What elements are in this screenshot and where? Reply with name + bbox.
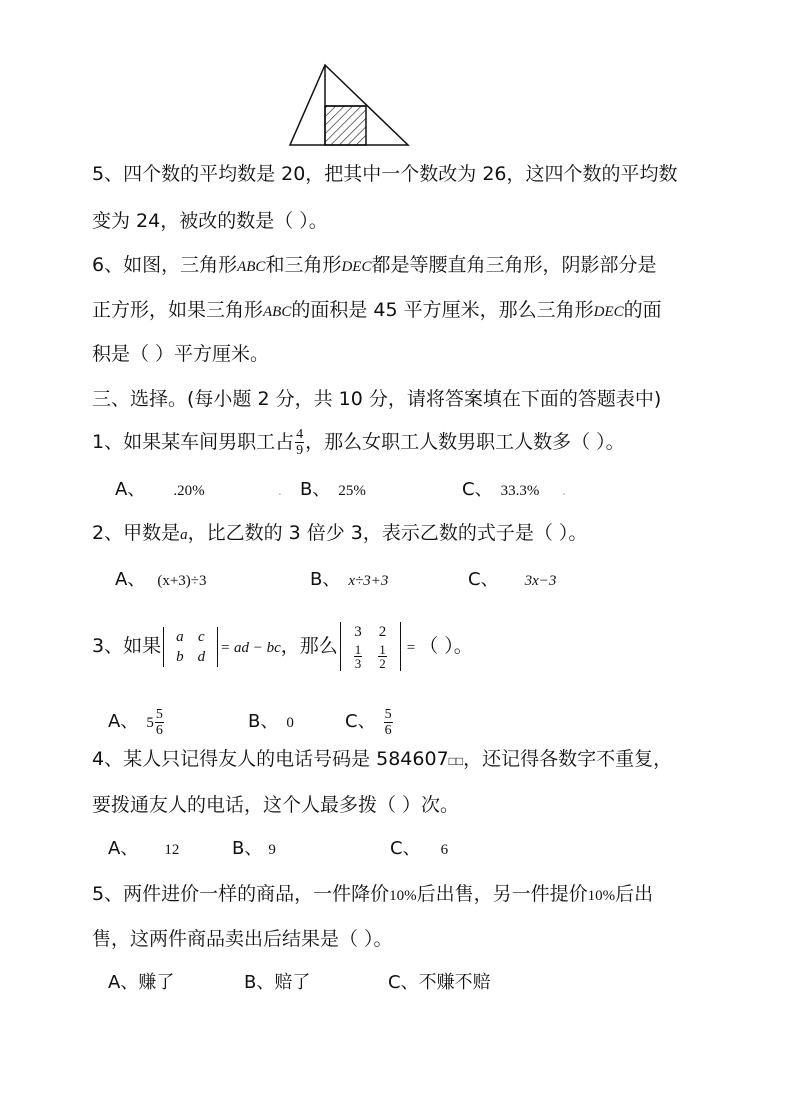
option-value: 3x−3 bbox=[524, 573, 557, 589]
c5-text: 后出 bbox=[615, 883, 654, 905]
matrix-cell: b bbox=[176, 648, 184, 665]
c1-option-a[interactable] bbox=[115, 478, 205, 503]
label-dec: DEC bbox=[593, 304, 624, 320]
c3-option-c[interactable] bbox=[345, 700, 394, 744]
c3-text: 3、如果 bbox=[92, 635, 162, 657]
c5-line2: 售，这两件商品卖出后结果是（ ）。 bbox=[92, 928, 393, 950]
label-dec: DEC bbox=[341, 259, 372, 275]
matrix-cell: 3 bbox=[354, 624, 362, 640]
option-value: x÷3+3 bbox=[348, 573, 389, 589]
option-label: A、 bbox=[115, 479, 146, 500]
option-value: 25% bbox=[338, 483, 366, 499]
c4-line2: 要拨通友人的电话，这个人最多拨（ ）次。 bbox=[92, 794, 460, 816]
q6-line1 bbox=[92, 253, 656, 279]
det-definition: = ad − bc bbox=[220, 640, 281, 656]
c1-option-c[interactable] bbox=[462, 478, 539, 503]
fraction-4-9 bbox=[295, 427, 304, 458]
stray-dot: . bbox=[562, 484, 566, 498]
option-value: 12 bbox=[164, 842, 180, 858]
option-label: B、 bbox=[300, 479, 331, 500]
q5-line1: 5、四个数的平均数是 20，把其中一个数改为 26，这四个数的平均数 bbox=[92, 163, 678, 185]
c1-option-b[interactable] bbox=[300, 478, 366, 503]
frac-numerator: 4 bbox=[296, 427, 304, 442]
option-label: C、 bbox=[468, 569, 499, 590]
q6-text: 和三角形 bbox=[265, 254, 342, 276]
c5-option-b[interactable]: B、赔了 bbox=[244, 972, 311, 993]
option-label: B、 bbox=[232, 838, 263, 859]
option-label: A、 bbox=[115, 569, 146, 590]
c5-text: 后出售，另一件提价 bbox=[416, 883, 588, 905]
c2-option-b[interactable] bbox=[310, 568, 388, 593]
option-label: C、 bbox=[345, 711, 376, 732]
option-value: .20% bbox=[173, 483, 205, 499]
c2-option-c[interactable] bbox=[468, 568, 556, 593]
c5-option-c[interactable]: C、不赚不赔 bbox=[388, 972, 491, 993]
section-title: 三、选择。(每小题 2 分，共 10 分，请将答案填在下面的答题表中) bbox=[92, 388, 662, 410]
equals-sign: = bbox=[406, 640, 416, 656]
fraction bbox=[378, 643, 387, 670]
c3-option-a[interactable] bbox=[108, 700, 165, 745]
stray-dot: . bbox=[278, 484, 282, 498]
option-label: A、 bbox=[108, 838, 139, 859]
c4-line1 bbox=[92, 747, 672, 773]
phone-blanks: □□ bbox=[448, 754, 464, 768]
option-label: C、 bbox=[462, 479, 493, 500]
c3-text: ，那么 bbox=[280, 635, 338, 657]
percent-10: 10% bbox=[389, 888, 417, 904]
frac-denominator: 2 bbox=[379, 656, 386, 671]
q6-line3: 积是（ ）平方厘米。 bbox=[92, 343, 270, 365]
shaded-square bbox=[325, 106, 366, 145]
c4-text: ，还记得各数字不重复， bbox=[463, 748, 673, 770]
matrix-cell: 2 bbox=[378, 624, 387, 640]
option-value: 33.3% bbox=[500, 483, 540, 499]
option-label: B、 bbox=[248, 711, 279, 732]
c4-option-c[interactable] bbox=[390, 837, 448, 862]
frac-denominator: 6 bbox=[155, 722, 163, 738]
frac-denominator: 6 bbox=[384, 722, 392, 738]
option-value: 9 bbox=[268, 842, 276, 858]
frac-denominator: 9 bbox=[296, 443, 304, 458]
determinant-values bbox=[340, 622, 401, 671]
determinant-abcd bbox=[163, 627, 218, 667]
c5-line1 bbox=[92, 882, 653, 908]
var-a: a bbox=[180, 527, 188, 543]
q6-text: 都是等腰直角三角形，阴影部分是 bbox=[371, 254, 657, 276]
option-value: 6 bbox=[440, 842, 449, 858]
option-label: A、 bbox=[108, 711, 139, 732]
frac-numerator: 1 bbox=[354, 642, 362, 657]
matrix-cell: a bbox=[176, 628, 184, 645]
c2-text: ，比乙数的 3 倍少 3，表示乙数的式子是（ ）。 bbox=[187, 522, 588, 544]
c2-question bbox=[92, 521, 587, 547]
c1-question bbox=[92, 427, 625, 458]
option-label: B、 bbox=[310, 569, 341, 590]
q6-text: 的面积是 45 平方厘米，那么三角形 bbox=[291, 299, 594, 321]
c5-text: 5、两件进价一样的商品，一件降价 bbox=[92, 883, 390, 905]
c2-text: 2、甲数是 bbox=[92, 522, 181, 544]
frac-numerator: 5 bbox=[384, 706, 392, 722]
option-value: 0 bbox=[286, 715, 294, 731]
matrix-cell: d bbox=[197, 648, 206, 665]
c4-option-b[interactable] bbox=[232, 837, 276, 862]
frac-denominator: 3 bbox=[354, 656, 362, 671]
c3-option-b[interactable] bbox=[248, 700, 294, 745]
c4-option-a[interactable] bbox=[108, 837, 179, 862]
c2-option-a[interactable] bbox=[115, 568, 207, 593]
percent-10: 10% bbox=[587, 888, 616, 904]
option-value: (x+3)÷3 bbox=[157, 573, 207, 589]
c4-text: 4、某人只记得友人的电话号码是 584607 bbox=[92, 748, 449, 770]
c1-text: 1、如果某车间男职工占 bbox=[92, 431, 295, 453]
label-abc: ABC bbox=[237, 259, 266, 275]
q6-text: 正方形，如果三角形 bbox=[92, 299, 264, 321]
q6-text: 6、如图，三角形 bbox=[92, 254, 238, 276]
fraction bbox=[354, 643, 363, 670]
c3-question bbox=[92, 616, 473, 678]
q6-line2 bbox=[92, 298, 662, 324]
q6-text: 的面 bbox=[623, 299, 662, 321]
option-label: C、 bbox=[390, 838, 421, 859]
c1-text: ，那么女职工人数男职工人数多（ ）。 bbox=[305, 431, 625, 453]
q5-line2: 变为 24，被改的数是（ ）。 bbox=[92, 210, 328, 232]
fraction bbox=[384, 707, 393, 738]
triangle-figure bbox=[286, 62, 412, 148]
label-abc: ABC bbox=[263, 304, 292, 320]
matrix-cell: c bbox=[198, 628, 205, 645]
mixed-whole: 5 bbox=[146, 715, 154, 731]
c3-text: （ ）。 bbox=[419, 635, 473, 657]
frac-numerator: 5 bbox=[155, 706, 163, 722]
frac-numerator: 1 bbox=[379, 642, 386, 657]
c5-option-a[interactable]: A、赚了 bbox=[108, 972, 175, 993]
fraction bbox=[155, 707, 164, 738]
